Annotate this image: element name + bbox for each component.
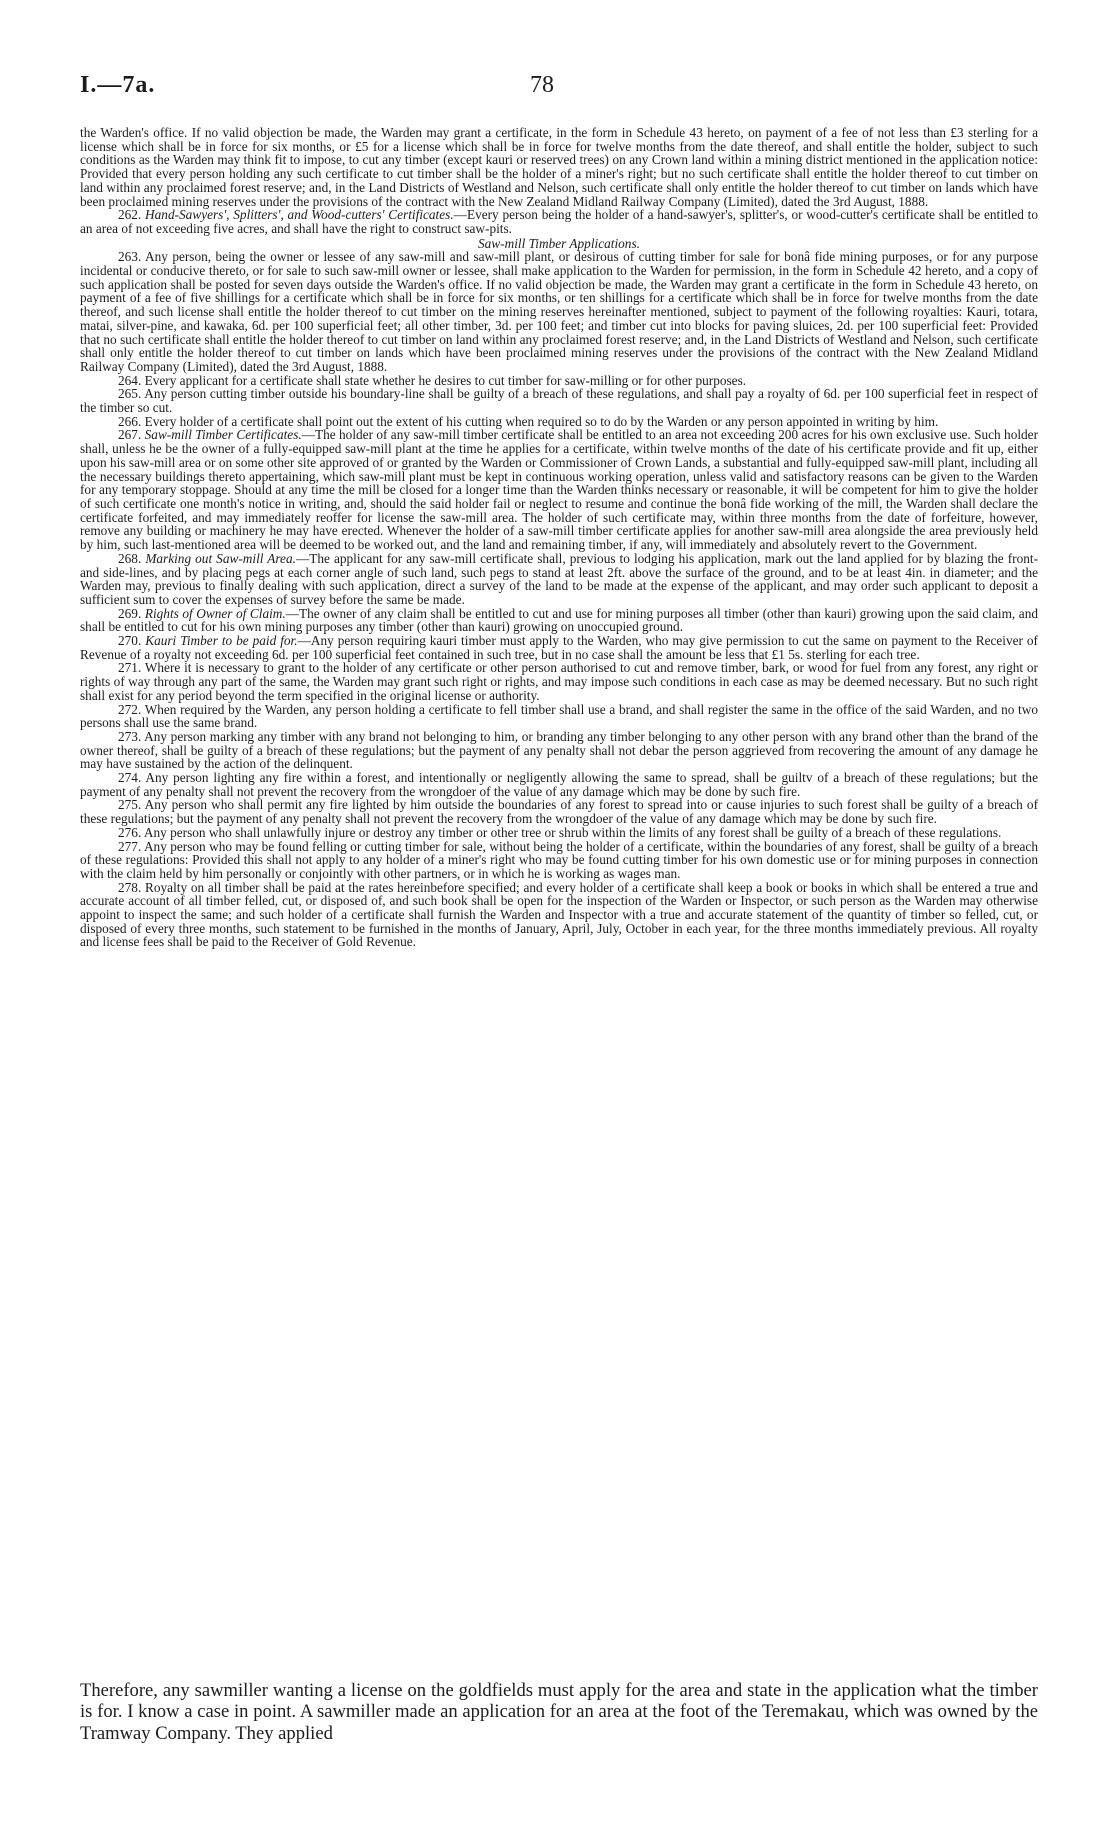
regulation-clause bbox=[80, 826, 1038, 840]
clause-number: 265. bbox=[118, 386, 145, 402]
regulation-clause bbox=[80, 661, 1038, 702]
clause-text: —Any person requiring kauri timber must apply to the Warden, who may give permission to cut the same on payment to the Receiver of Revenue of a royalty not exceeding 6d. per 100 superficial feet contained in such tree, but in no case shall the amount be less that £1 5s. sterling for each tree. bbox=[80, 633, 1038, 662]
clause-text: Every holder of a certificate shall point out the extent of his cutting when required so to do by the Warden or any person appointed in writing by him. bbox=[144, 413, 939, 429]
clause-text: Any person marking any timber with any brand not belonging to him, or branding any timber belonging to any other person with any brand other than the brand of the owner thereof, shall be guilty of a breach of these regulations; but the payment of any penalty shall not debar the person aggrieved from recovering the amount of any damage he may have sustained by the action of the delinquent. bbox=[80, 728, 1038, 772]
regulation-clause bbox=[80, 552, 1038, 607]
continued-paragraph: the Warden's office. If no valid objection be made, the Warden may grant a certificate, in the form in Schedule 43 hereto, on payment of a fee of not less than £3 sterling for a license which shall be in force for six months, or £5 for a license which shall be in force for twelve months from the date thereof, and shall entitle the holder, subject to such conditions as the Warden may think fit to impose, to cut any timber (except kauri or reserved trees) on any Crown land within a mining district mentioned in the application notice: Provided that every person holding any such certificate to cut timber shall be the holder of a miner's right; but no such certificate shall entitle the holder thereof to cut timber on land within any proclaimed forest reserve; and, in the Land Districts of Westland and Nelson, such certificate shall only entitle the holder thereof to cut timber on lands which have been proclaimed mining reserves under the provisions of the contract with the New Zealand Midland Railway Company (Limited), dated the 3rd August, 1888. bbox=[80, 125, 1038, 209]
clause-number: 268. bbox=[118, 550, 146, 566]
clause-number: 276. bbox=[118, 824, 144, 840]
regulation-clause bbox=[80, 771, 1038, 798]
clause-text: When required by the Warden, any person holding a certificate to fell timber shall use a brand, and shall register the same in the office of the said Warden, and no two persons shall use the same brand. bbox=[80, 701, 1038, 731]
clause-text: —The applicant for any saw-mill certificate shall, previous to lodging his application, mark out the land applied for by blazing the front- and side-lines, and by placing pegs at each corner angle of such land, such pegs to stand at least 2ft. above the surface of the ground, and to be at least 4in. in diameter; and the Warden may, previous to finally dealing with such application, direct a survey of the land to be made at the expense of the applicant, and may order such applicant to deposit a sufficient sum to cover the expenses of survey before the same be made. bbox=[80, 550, 1038, 607]
clause-text: Where it is necessary to grant to the holder of any certificate or other person authorised to cut and remove timber, bark, or wood for fuel from any forest, any right or rights of way through any part of the same, the Warden may grant such right or rights, and may impose such conditions in each case as may be deemed necessary. But no such right shall exist for any period beyond the term specified in the original license or authority. bbox=[80, 660, 1038, 703]
clause-number: 277. bbox=[118, 838, 144, 854]
regulation-clause bbox=[80, 881, 1038, 950]
clause-number: 262. bbox=[118, 207, 146, 223]
regulation-clause bbox=[80, 250, 1038, 373]
regulation-clause bbox=[80, 703, 1038, 730]
clause-title: Rights of Owner of Claim. bbox=[144, 605, 286, 621]
paper-reference: I.—7a. bbox=[80, 72, 156, 98]
clause-number: 278. bbox=[118, 879, 145, 895]
clause-number: 273. bbox=[118, 728, 145, 744]
clause-text: Any person cutting timber outside his boundary-line shall be guilty of a breach of these regulations, and shall pay a royalty of 6d. per 100 superficial feet in respect of the timber so cut. bbox=[80, 386, 1038, 416]
regulation-clause bbox=[80, 634, 1038, 661]
section-heading: Saw-mill Timber Applications. bbox=[478, 235, 640, 251]
clause-number: 264. bbox=[118, 372, 145, 388]
clause-number: 274. bbox=[118, 770, 146, 786]
clause-number: 266. bbox=[118, 413, 145, 429]
regulation-clause bbox=[80, 607, 1038, 634]
regulation-clause bbox=[80, 798, 1038, 825]
clause-text: Every applicant for a certificate shall state whether he desires to cut timber for saw-milling or for other purposes. bbox=[144, 372, 747, 388]
clause-text: Any person, being the owner or lessee of any saw-mill and saw-mill plant, or desirous of cutting timber for sale for bonâ fide mining purposes, or for any purpose incidental or conducive thereto, or for sale to such saw-mill owner or lessee, shall make application to the Warden for permission, in the form in Schedule 42 hereto, and a copy of such application shall be posted for seven days outside the Warden's office. If no valid objection be made, the Warden may grant a certificate in the form in Schedule 43 hereto, on payment of a fee of five shillings for a certificate which shall be in force for six months, or ten shillings for a certificate which shall be in force for twelve months from the date thereof, and such license shall entitle the holder thereof to cut timber on the mining reserves hereinafter mentioned, subject to payment of the following royalties: Kauri, totara, matai, silver-pine, and kawaka, 6d. per 100 superficial feet; all other timber, 3d. per 100 feet; and timber cut into blocks for paving sluices, 2d. per 100 superficial feet: Provided that no such certificate shall entitle the holder thereof to cut timber on land within any proclaimed forest reserve; and, in the Land Districts of Westland and Nelson, such certificate shall only entitle the holder thereof to cut timber on lands which have been proclaimed mining reserves under the provisions of the contract with the New Zealand Midland Railway Company (Limited), dated the 3rd August, 1888. bbox=[80, 249, 1038, 374]
clause-number: 267. bbox=[118, 427, 145, 443]
regulation-clause bbox=[80, 840, 1038, 881]
regulations-text bbox=[80, 126, 1038, 949]
regulation-clause bbox=[80, 730, 1038, 771]
clause-number: 269. bbox=[118, 605, 145, 621]
clause-title: Kauri Timber to be paid for. bbox=[145, 633, 298, 649]
page-header bbox=[80, 72, 1040, 112]
clause-title: Hand-Sawyers', Splitters', and Wood-cutters' Certificates. bbox=[145, 207, 454, 223]
clause-title: Marking out Saw-mill Area. bbox=[145, 550, 296, 566]
clause-text: —The holder of any saw-mill timber certificate shall be entitled to an area not exceeding 200 acres for his own exclusive use. Such holder shall, unless he be the owner of a fully-equipped saw-mill plant at the time he applies for a certificate, within twelve months of the date of his certificate provide and fit up, either upon his saw-mill area or on some other site approved of or granted by the Warden or Commissioner of Crown Lands, a substantial and fully-equipped saw-mill plant, including all the necessary buildings thereto appertaining, which saw-mill plant must be kept in continuous working operation, unless valid and satisfactory reasons can be given to the Warden for any temporary stoppage. Should at any time the mill be closed for a longer time than the Warden thinks necessary or reasonable, it will be competent for him to give the holder of such certificate one month's notice in writing, and, should the said holder fail or neglect to resume and continue the bonâ fide working of the mill, the Warden shall declare the certificate forfeited, and may immediately reoffer for license the saw-mill area. The holder of such certificate may, within three months from the date of forfeiture, however, remove any building or machinery he may have erected. Whenever the holder of a saw-mill timber certificate applies for another saw-mill area alongside the area previously held by him, such last-mentioned area will be deemed to be worked out, and the land and remaining timber, if any, will immediately and absolutely revert to the Government. bbox=[80, 427, 1039, 553]
regulation-clause bbox=[80, 374, 1038, 388]
clause-text: Any person who shall unlawfully injure or destroy any timber or other tree or shrub within the limits of any forest shall be guilty of a breach of these regulations. bbox=[143, 824, 1002, 840]
clause-text: Royalty on all timber shall be paid at the rates hereinbefore specified; and every holder of a certificate shall keep a book or books in which shall be entered a true and accurate account of all timber felled, cut, or disposed of, and such book shall be open for the inspection of the Warden or Inspector, or such person as the Warden may otherwise appoint to inspect the same; and such holder of a certificate shall furnish the Warden and Inspector with a true and accurate statement of the quantity of timber so felled, cut, or disposed of every three months, such statement to be furnished in the months of January, April, July, October in each year, for the three months immediately previous. All royalty and license fees shall be paid to the Receiver of Gold Revenue. bbox=[80, 879, 1038, 950]
clause-number: 263. bbox=[118, 249, 145, 265]
clause-text: Any person who shall permit any fire lighted by him outside the boundaries of any forest to spread into or cause injuries to such forest shall be guilty of a breach of these regulations; but the payment of any penalty shall not prevent the recovery from the wrongdoer of the value of any damage which may be done by such fire. bbox=[80, 797, 1038, 827]
clause-text: Any person who may be found felling or cutting timber for sale, without being the holder of a certificate, within the boundaries of any forest, shall be guilty of a breach of these regulations: Provided this shall not apply to any holder of a miner's right who may be found cutting timber for his own domestic use or for mining purposes in connection with the claim held by him personally or conjointly with other partners, or in which he is working as wages man. bbox=[80, 838, 1038, 881]
clause-text: Any person lighting any fire within a forest, and intentionally or negligently allowing the same to spread, shall be guiltv of a breach of these regulations; but the payment of any penalty shall not prevent the recovery from the wrongdoer of the value of any damage which may be done by such fire. bbox=[80, 770, 1038, 799]
clause-number: 271. bbox=[118, 660, 145, 676]
clause-number: 272. bbox=[118, 701, 145, 717]
regulation-clause bbox=[80, 387, 1038, 414]
clause-number: 270. bbox=[118, 633, 146, 649]
clause-text: —The owner of any claim shall be entitled to cut and use for mining purposes all timber (other than kauri) growing upon the said claim, and shall be entitled to cut for his own mining purposes any timber (other than kauri) growing on unoccupied ground. bbox=[80, 605, 1039, 635]
evidence-paragraph: Therefore, any sawmiller wanting a license on the goldfields must apply for the area and state in the application what the timber is for. I know a case in point. A sawmiller made an application for an area at the foot of the Teremakau, which was owned by the Tramway Company. They applied bbox=[80, 1679, 1038, 1744]
page-number: 78 bbox=[530, 72, 554, 98]
regulation-clause bbox=[80, 208, 1038, 235]
clause-text: —Every person being the holder of a hand-sawyer's, splitter's, or wood-cutter's certificate shall be entitled to an area of not exceeding five acres, and shall have the right to construct saw-pits. bbox=[80, 207, 1038, 236]
regulation-clause bbox=[80, 428, 1038, 551]
clause-number: 275. bbox=[118, 797, 145, 813]
regulation-clause bbox=[80, 415, 1038, 429]
clause-title: Saw-mill Timber Certificates. bbox=[144, 427, 302, 443]
